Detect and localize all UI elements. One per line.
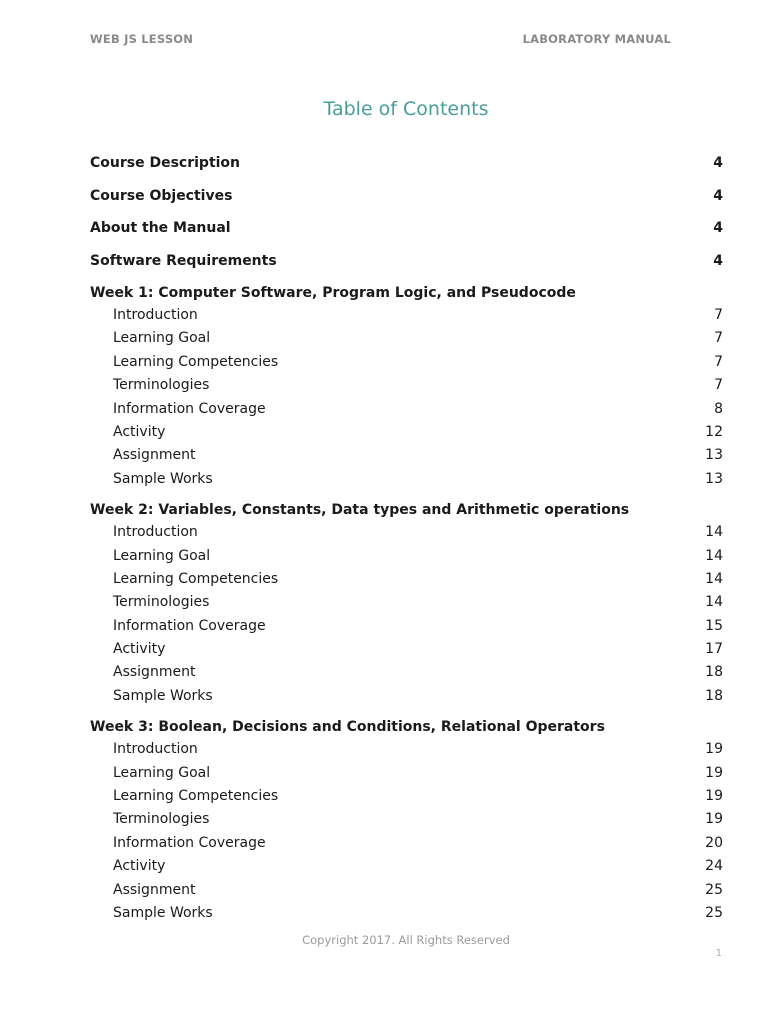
toc-week-title[interactable]: Week 3: Boolean, Decisions and Conditions, Relational Operators [90, 719, 605, 736]
toc-subentry-page: 7 [714, 307, 723, 323]
toc-subentry[interactable] [90, 855, 723, 878]
toc-entry[interactable] [90, 152, 723, 185]
toc-subentry-label: Terminologies [113, 594, 210, 611]
toc-entry-page: 4 [713, 220, 723, 236]
header-right: LABORATORY MANUAL [522, 32, 671, 46]
toc-entry-page: 4 [713, 155, 723, 171]
toc-entry-label: Course Objectives [90, 187, 233, 204]
toc-entry[interactable] [90, 217, 723, 250]
toc-subentry-page: 25 [705, 881, 723, 898]
toc-subentry-page: 13 [705, 447, 723, 464]
toc-subentry[interactable] [90, 545, 723, 568]
toc-subentry[interactable] [90, 351, 723, 374]
header-left: WEB JS LESSON [90, 32, 194, 46]
toc-subentry[interactable] [90, 591, 723, 614]
toc-subentry-label: Learning Goal [113, 764, 211, 781]
toc-subentry-page: 14 [705, 594, 723, 611]
toc-subentry-label: Sample Works [113, 470, 213, 487]
toc-subentry-label: Assignment [113, 664, 196, 681]
toc-subentry-label: Sample Works [113, 687, 213, 704]
toc-subentry-page: 25 [705, 904, 723, 921]
toc-subentry-page: 13 [705, 470, 723, 487]
toc-subentry-label: Terminologies [113, 377, 210, 394]
toc-week-section [90, 499, 723, 708]
toc-entry[interactable] [90, 250, 723, 283]
toc-subentry-page: 14 [705, 524, 723, 541]
toc-subentry-page: 12 [705, 423, 723, 440]
toc-top-entries [90, 152, 723, 282]
toc-subentry[interactable] [90, 685, 723, 708]
toc-entry-label: Software Requirements [90, 252, 277, 269]
toc-subentry-label: Information Coverage [113, 834, 266, 851]
toc-subentry-page: 7 [714, 353, 723, 370]
toc-subentry[interactable] [90, 615, 723, 638]
toc-subentry-label: Assignment [113, 447, 196, 464]
toc-subentry[interactable] [90, 521, 723, 544]
toc-subentry-label: Learning Goal [113, 330, 211, 347]
toc-subentry[interactable] [90, 568, 723, 591]
toc-week-section [90, 716, 723, 925]
toc-subentry[interactable] [90, 762, 723, 785]
toc-subentry-label: Sample Works [113, 904, 213, 921]
toc-weeks [90, 282, 723, 925]
toc-subentry-page: 19 [705, 811, 723, 828]
toc-subentry[interactable] [90, 902, 723, 925]
page-number: 1 [715, 948, 722, 959]
toc-subentry-label: Activity [113, 423, 166, 440]
toc-subentry[interactable] [90, 808, 723, 831]
toc-entry[interactable] [90, 185, 723, 218]
toc-subentry[interactable] [90, 374, 723, 397]
toc-subentry-page: 20 [705, 834, 723, 851]
toc-week-section [90, 282, 723, 491]
toc-subentry[interactable] [90, 738, 723, 761]
toc-subentry-label: Learning Goal [113, 547, 211, 564]
toc-subentry-page: 14 [705, 547, 723, 564]
toc-subentry[interactable] [90, 785, 723, 808]
toc-subentry-label: Activity [113, 641, 166, 658]
toc-subentry-label: Assignment [113, 881, 196, 898]
toc-subentry-label: Learning Competencies [113, 570, 279, 587]
copyright-footer: Copyright 2017. All Rights Reserved [302, 933, 510, 947]
toc-subentry-page: 17 [705, 641, 723, 658]
toc-entry-label: About the Manual [90, 220, 231, 236]
toc-subentry-page: 19 [705, 741, 723, 758]
toc-subentry-page: 18 [705, 687, 723, 704]
toc-subentry[interactable] [90, 398, 723, 421]
table-of-contents [90, 152, 723, 933]
toc-entry-label: Course Description [90, 155, 241, 171]
toc-subentry[interactable] [90, 327, 723, 350]
toc-subentry-page: 8 [714, 400, 723, 417]
toc-subentry[interactable] [90, 468, 723, 491]
toc-subentry-page: 19 [705, 764, 723, 781]
toc-subentry-label: Information Coverage [113, 400, 266, 417]
toc-subentry-label: Information Coverage [113, 617, 266, 634]
toc-subentry[interactable] [90, 661, 723, 684]
toc-subentry-label: Introduction [113, 307, 198, 323]
toc-subentry-label: Terminologies [113, 811, 210, 828]
toc-entry-page: 4 [713, 252, 723, 269]
toc-subentry-label: Introduction [113, 741, 198, 758]
toc-subentry[interactable] [90, 421, 723, 444]
toc-subentry[interactable] [90, 444, 723, 467]
toc-subentry[interactable] [90, 879, 723, 902]
toc-subentry-label: Learning Competencies [113, 788, 279, 805]
toc-entry-page: 4 [713, 187, 723, 204]
toc-subentry-label: Introduction [113, 524, 198, 541]
toc-subentry[interactable] [90, 304, 723, 327]
toc-week-title[interactable]: Week 2: Variables, Constants, Data types and Arithmetic operations [90, 502, 630, 519]
toc-subentry-label: Activity [113, 858, 166, 875]
toc-subentry-page: 24 [705, 858, 723, 875]
toc-subentry-page: 15 [705, 617, 723, 634]
toc-subentry-page: 14 [705, 570, 723, 587]
toc-week-title[interactable]: Week 1: Computer Software, Program Logic, and Pseudocode [90, 285, 576, 301]
toc-subentry[interactable] [90, 832, 723, 855]
page-title: Table of Contents [323, 98, 489, 120]
toc-subentry-page: 19 [705, 788, 723, 805]
toc-subentry[interactable] [90, 638, 723, 661]
toc-subentry-label: Learning Competencies [113, 353, 279, 370]
toc-subentry-page: 7 [714, 377, 723, 394]
toc-subentry-page: 18 [705, 664, 723, 681]
toc-subentry-page: 7 [714, 330, 723, 347]
